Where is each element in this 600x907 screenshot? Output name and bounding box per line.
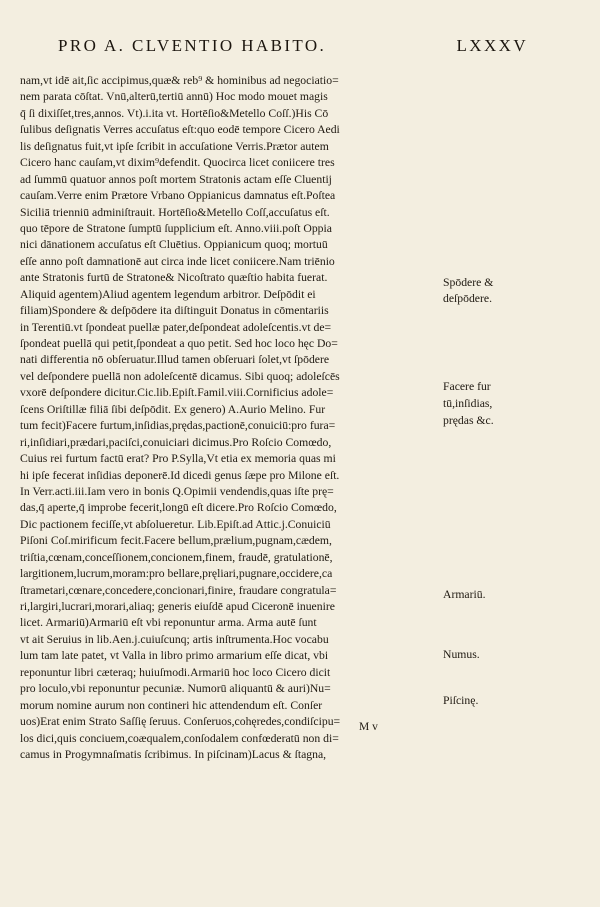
text-line: ſtrametari,cœnare,concedere,concionari,finire, fraudare congratula= xyxy=(20,583,337,597)
text-line: Siciliā trienniū adminiſtrauit. Hortēſio&Metello Coſſ,accuſatus eſt. xyxy=(20,205,330,219)
text-line: cauſam.Verre enim Prætore Vrbano Oppianicus damnatus eſt.Poſtea xyxy=(20,189,336,203)
text-line: Aliquid agentem)Aliud agentem legendum arbitror. Deſpōdit ei xyxy=(20,287,316,301)
folio-number: LXXXV xyxy=(456,36,528,55)
text-line: eſſe anno poſt damnationē aut circa inde licet coniicere.Nam triēnio xyxy=(20,254,335,268)
text-line: morum nomine aurum non contineri hic attendendum eſt. Conſer xyxy=(20,698,323,712)
margin-note: deſpōdere. xyxy=(443,292,492,305)
text-line: ad ſummū quatuor annos poſt mortem Stratonis actam eſſe Cluentij xyxy=(20,172,332,186)
text-line: ſpondeat puellā qui petit,ſpondeat a quo petit. Sed hoc loco hęc Do= xyxy=(20,337,338,350)
text-line: triſtia,cœnam,conceſſionem,concionem,finem, fraudē, gratulationē, xyxy=(20,550,333,564)
text-line: vxorē deſpondere dicitur.Cic.lib.Epiſt.Famil.viii.Cornificius adole= xyxy=(20,386,334,400)
text-line: hi ipſe fecerat inſidias deponerē.Id dicedi genus ſæpe pro Milone eſt. xyxy=(20,468,340,482)
text-line: reponuntur libri cæteraq; huiuſmodi.Armariū hoc loco Cicero dicit xyxy=(20,665,331,679)
margin-note: tū,inſidias, xyxy=(443,397,493,410)
margin-note: Spōdere & xyxy=(443,276,494,289)
text-line: ri,inſidiari,prædari,paciſci,conuiciari dicimus.Pro Roſcio Comœdo, xyxy=(20,435,332,449)
text-line: largitionem,lucrum,moram:pro bellare,pręliari,pugnare,occidere,ca xyxy=(20,567,333,581)
text-line: Dic pactionem feciſſe,vt abſolueretur. Lib.Epiſt.ad Attic.j.Conuiciū xyxy=(20,517,331,531)
text-line: los dici,quis conciuem,coæqualem,conſodalem confœderatū non di= xyxy=(20,731,339,745)
text-line: Piſoni Coſ.mirificum fecit.Facere bellum,prælium,pugnam,cædem, xyxy=(20,534,332,548)
text-line: lis deſignatus fuit,vt ipſe ſcribit in accuſatione Verris.Prætor autem xyxy=(20,139,329,153)
text-line: licet. Armariū)Armariū eſt vbi reponuntur arma. Arma autē ſunt xyxy=(20,616,317,630)
margin-note: Facere fur xyxy=(443,380,491,393)
text-line: ri,largiri,lucrari,morari,aliaq; generis eiuſdē apud Ciceronē inuenire xyxy=(20,600,335,613)
commentary-text xyxy=(20,73,445,763)
running-header xyxy=(58,36,528,60)
margin-note: Piſcinę. xyxy=(443,694,479,707)
margin-note: Numus. xyxy=(443,648,480,661)
text-line: In Verr.acti.iii.Iam vero in bonis Q.Opimii vendendis,quas iſte prę= xyxy=(20,484,334,498)
text-line: Cuius rei furtum factū erat? Pro P.Sylla,Vt etia ex memoria quas mi xyxy=(20,452,336,466)
margin-note: Armariū. xyxy=(443,588,486,601)
text-line: pro loculo,vbi reponuntur pecuniæ. Numorū aliquantū & auri)Nu= xyxy=(20,682,331,696)
text-line: camus in Progymnaſmatis ſcribimus. In piſcinam)Lacus & ſtagna, xyxy=(20,747,327,761)
text-line: filiam)Spondere & deſpōdere ita diſtinguit Donatus in cōmentariis xyxy=(20,304,329,318)
text-line: ſcens Oriſtillæ filiā ſibi deſpōdit. Ex genero) A.Aurio Melino. Fur xyxy=(20,402,326,416)
text-line: ſulibus deſignatis Verres accuſatus eſt:quo eodē tempore Cicero Aedi xyxy=(20,123,340,137)
text-line: q̄ ſi dixiſſet,tres,annos. Vt).i.ita vt. Hortēſio&Metello Coſſ.)His Cō xyxy=(20,106,329,120)
page-title: PRO A. CLVENTIO HABITO. xyxy=(58,36,327,55)
text-line: quo tēpore de Stratone ſumptū ſupplicium eſt. Anno.viii.poſt Oppia xyxy=(20,221,332,235)
text-line: ante Stratonis furtū de Stratone& Nicoſtrato quæſtio habita fuerat. xyxy=(20,271,328,285)
text-line: nici dānationem accuſatus eſt Cluētius. Oppianicum quoq; mortuū xyxy=(20,238,328,252)
text-line: das,q̄ aperte,q̄ improbe fecerit,longū eſt dicere.Pro Roſcio Comœdo, xyxy=(20,501,337,515)
text-line: in Terentiū.vt ſpondeat puellæ pater,deſpondeat adoleſcentis.vt de= xyxy=(20,320,332,334)
text-line: vel deſpondere puellā non adoleſcentē dicamus. Sibi quoq; adoleſcēs xyxy=(20,369,340,383)
text-line: nam,vt idē ait,ſic accipimus,quæ& reb⁹ & hominibus ad negociatio= xyxy=(20,74,339,87)
text-line: nem parata cōſtat. Vnū,alterū,tertiū annū) Hoc modo mouet magis xyxy=(20,90,328,104)
text-line: tum fecit)Facere furtum,inſidias,prędas,pactionē,conuiciū:pro fura= xyxy=(20,419,336,433)
text-line: uos)Erat enim Strato Saſſię ſeruus. Conſeruos,cohęredes,condiſcipu= xyxy=(20,715,341,729)
signature-mark: M v xyxy=(359,721,378,733)
text-line: vt ait Seruius in lib.Aen.j.cuiuſcunq; artis inſtrumenta.Hoc vocabu xyxy=(20,632,329,646)
text-line: nati differentia nō obſeruatur.Illud tamen obſeruari ſolet,vt ſpōdere xyxy=(20,353,330,367)
text-line: Cicero hanc cauſam,vt dixim⁹defendit. Quocirca licet coniicere tres xyxy=(20,156,335,170)
margin-note: prędas &c. xyxy=(443,414,494,427)
text-line: lum tam late patet, vt Valla in libro primo armarium eſſe dicat, vbi xyxy=(20,649,329,663)
